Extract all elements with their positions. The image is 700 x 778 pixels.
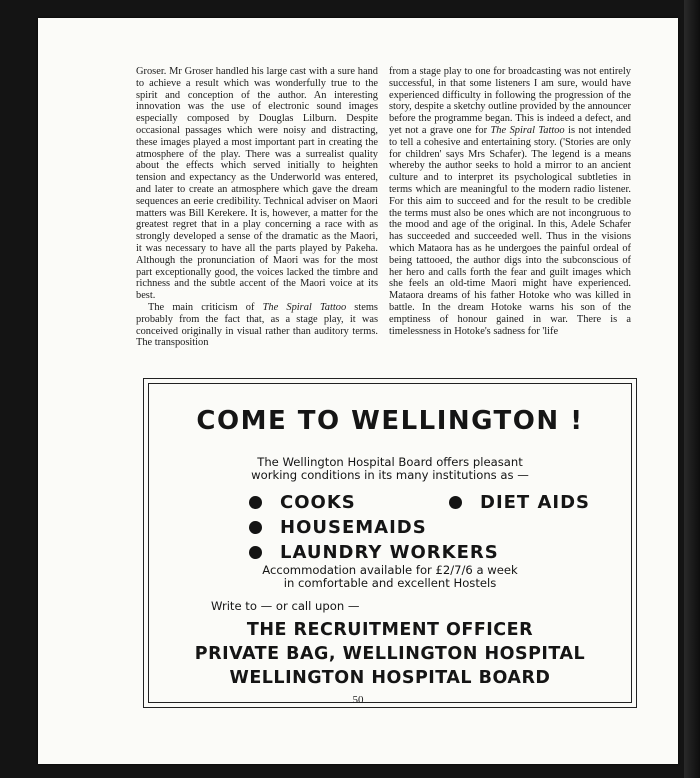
bullet-icon [249, 521, 262, 534]
job-item-diet-aids [449, 492, 590, 513]
article-left-column [136, 66, 378, 349]
contact-address [149, 618, 631, 690]
bullet-icon [449, 496, 462, 509]
article-right-column [389, 66, 631, 337]
job-label: HOUSEMAIDS [280, 517, 427, 538]
accommodation-line: in comfortable and excellent Hostels [283, 576, 497, 590]
paragraph-text: from a stage play to one for broadcasting was not entirely successful, in that some listeners I am sure, would have experienced difficulty in following the progression of the story, despite a sketchy outline provided by the announcer before the programme began. This is indeed a defect, and yet not a grave one for [389, 66, 631, 136]
write-to-text: Write to — or call upon — [211, 599, 360, 613]
contact-line: PRIVATE BAG, WELLINGTON HOSPITAL [194, 644, 586, 664]
paragraph-text: The main criticism of [148, 301, 263, 313]
magazine-page [38, 18, 678, 764]
job-label: LAUNDRY WORKERS [280, 542, 499, 563]
book-binding-edge [684, 0, 700, 778]
bullet-icon [249, 496, 262, 509]
recruitment-advertisement [143, 378, 637, 708]
article-paragraph: Groser. Mr Groser handled his large cast with a sure hand to achieve a result which was wonderfully true to the spirit and conception of the author. An interesting innovation was the use of electronic sound images especially composed by Douglas Lilburn. Despite occasional passages which were noisy and distracting, these images played a most important part in creating the atmosphere of the play. There was a surrealist quality about the effects which served initially to heighten tension and expectancy as the Underworld was entered, and later to create an atmosphere which gave the dream sequences an eerie credibility. Technical adviser on Maori matters was Bill Kerekere. It is, however, a matter for the greatest regret that in a play concerning a race with as strongly developed a sense of the dramatic as the Maori, it was necessary to have all the parts played by Pakeha. Although the pronunciation of Maori was for the most part exceptionally good, the voices lacked the timbre and richness and the subtle accent of the Maori voice at its best. [136, 66, 378, 302]
advertisement-headline: COME TO WELLINGTON ! [196, 406, 584, 436]
accommodation-info [149, 564, 631, 590]
intro-line: working conditions in its many institutions as — [251, 468, 529, 482]
contact-line: WELLINGTON HOSPITAL BOARD [229, 668, 551, 688]
bullet-icon [249, 546, 262, 559]
play-title: The Spiral Tattoo [490, 124, 565, 136]
intro-line: The Wellington Hospital Board offers pleasant [257, 455, 523, 469]
job-item-cooks [249, 492, 356, 513]
contact-line: THE RECRUITMENT OFFICER [246, 620, 534, 640]
job-item-housemaids [249, 517, 427, 538]
job-label: DIET AIDS [480, 492, 591, 513]
page-number: 50 [352, 694, 364, 706]
advertisement-intro [149, 456, 631, 482]
paragraph-text: is not intended to tell a cohesive and entertaining story. ('Stories are only for children' says Mrs Schafer). The legend is a means whereby the author seeks to hold a mirror to an ancient culture and to interpret its psychological subtleties in terms which are meaningful to the modern radio listener. For this aim to succeed and for the result to be credible the terms must also be ones which are not incongruous to the mood and age of the original. In this, Adele Schafer has succeeded and succeeded well. Thus in the visions which Mataora has as he undergoes the painful ordeal of being tattooed, the author digs into the subconscious of her hero and calls forth the fear and guilt images which she feels an old-time Maori might have experienced. Mataora dreams of his father Hotoke who was killed in battle. In the dream Hotoke warns his son of the emptiness of honour gained in war. There is a timelessness in Hotoke's sadness for 'life [389, 124, 631, 337]
play-title: The Spiral Tattoo [262, 301, 347, 313]
job-label: COOKS [280, 492, 356, 513]
accommodation-line: Accommodation available for £2/7/6 a week [262, 563, 518, 577]
article-paragraph [136, 302, 378, 349]
job-item-laundry-workers [249, 542, 499, 563]
advertisement-inner-border [148, 383, 632, 703]
article-paragraph [389, 66, 631, 337]
paragraph-text: stems probably from the fact that, as a stage play, it was conceived originally in visual rather than auditory terms. The transposition [136, 301, 378, 349]
